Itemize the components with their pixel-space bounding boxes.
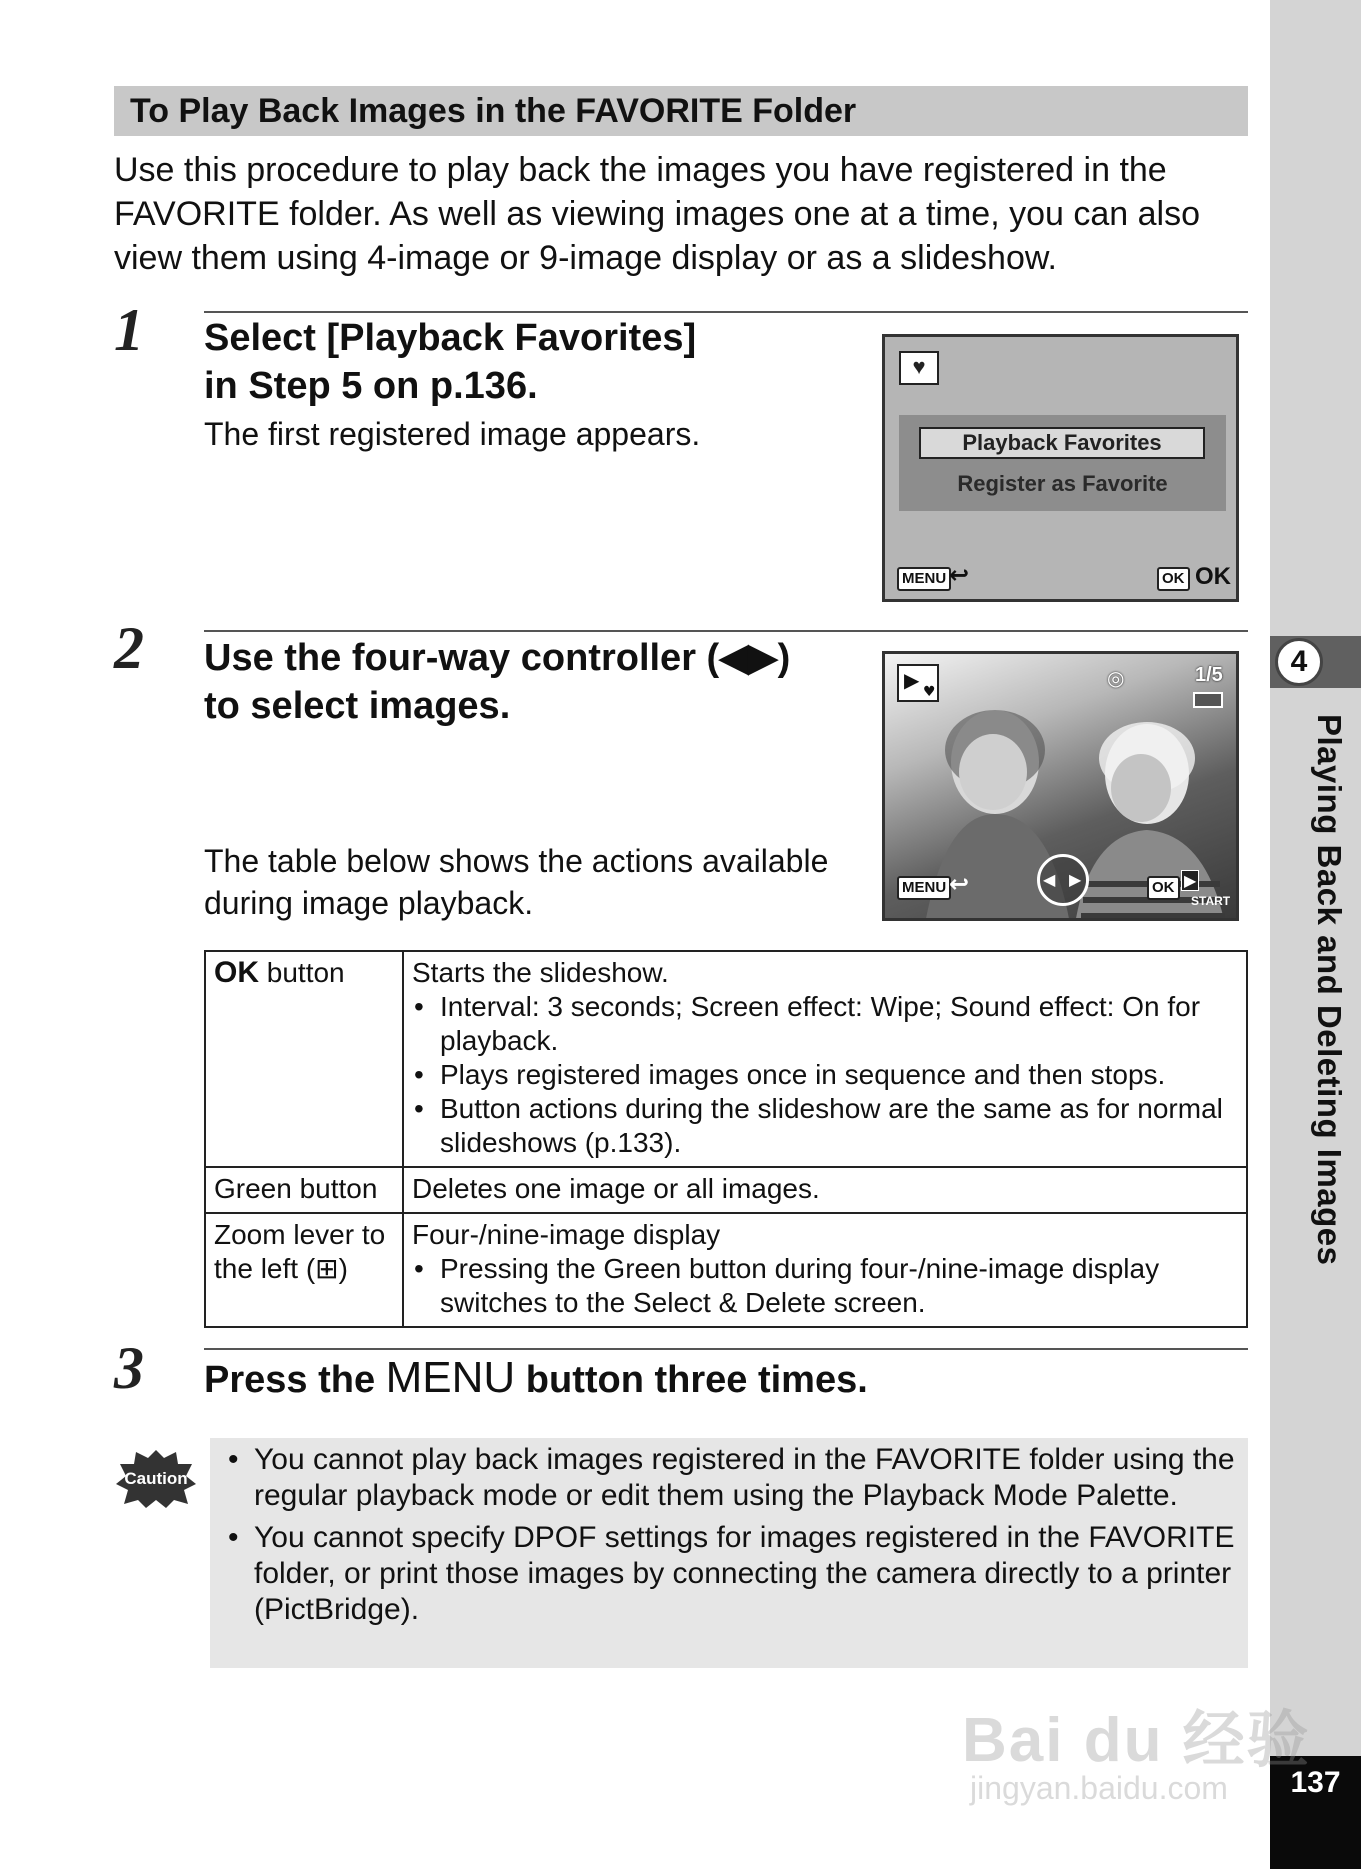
menu-key-label: MENU	[385, 1353, 516, 1402]
bullet-item: • Interval: 3 seconds; Screen effect: Wipe; Sound effect: On for playback.	[412, 990, 1238, 1058]
button-label: button	[259, 957, 345, 988]
menu-panel	[899, 415, 1226, 511]
chapter-title: Playing Back and Deleting Images	[1311, 714, 1348, 1266]
step-title-line: in Step 5 on p.136.	[204, 365, 538, 407]
table-row	[205, 1213, 1247, 1327]
table-cell-key	[205, 951, 403, 1167]
step-title-part: Press the	[204, 1359, 386, 1401]
table-row	[205, 951, 1247, 1167]
watermark-url: jingyan.baidu.com	[970, 1770, 1228, 1806]
caution-item: • You cannot play back images registered in the FAVORITE folder using the regular playback mode or edit them using the Playback Mode Palette.	[226, 1442, 1246, 1514]
heart-icon: ♥	[923, 684, 936, 700]
intro-paragraph: Use this procedure to play back the images you have registered in the FAVORITE folder. As well as viewing images one at a time, you can also view them using 4-image or 9-image display or as a slideshow.	[114, 151, 1200, 277]
step-text: The first registered image appears.	[204, 416, 701, 452]
battery-icon	[1193, 692, 1223, 708]
table-cell-key	[205, 1213, 403, 1327]
row-description: Starts the slideshow.	[412, 957, 669, 988]
camera-screen-playback	[882, 651, 1239, 921]
menu-item-playback-favorites: Playback Favorites	[919, 427, 1205, 459]
play-icon: ▶	[904, 668, 920, 692]
step-title-part: button three times.	[515, 1359, 868, 1401]
step-divider	[204, 311, 1248, 313]
slideshow-icon: ▶	[1181, 870, 1199, 891]
playback-mode-icon	[897, 664, 939, 702]
step-title	[204, 634, 790, 730]
camera-screen-favorites-menu	[882, 334, 1239, 602]
step-text-line: The table below shows the actions available	[204, 843, 829, 879]
caution-icon	[116, 1448, 196, 1508]
table-cell-key: Green button	[205, 1167, 403, 1213]
ok-key-icon: OK	[1157, 567, 1190, 591]
favorite-folder-icon: ♥	[899, 351, 939, 385]
ok-label: OK	[1195, 563, 1231, 590]
step-text	[204, 840, 828, 924]
chapter-number: 4	[1275, 638, 1323, 686]
right-arrow-icon: ▶	[1069, 870, 1082, 889]
back-arrow-icon: ↩	[949, 561, 970, 589]
table-cell-desc	[403, 1213, 1247, 1327]
ok-button-label: OK	[214, 956, 259, 989]
step-title-line: Use the four-way controller (◀▶)	[204, 637, 791, 679]
step-number: 2	[114, 615, 144, 681]
bullet-item: • Pressing the Green button during four-/nine-image display switches to the Select & Delete screen.	[412, 1252, 1238, 1320]
table-cell-desc: Deletes one image or all images.	[403, 1167, 1247, 1213]
step-title	[204, 314, 696, 410]
step-title	[204, 1354, 868, 1404]
menu-key-icon: MENU	[897, 876, 951, 900]
ok-key-icon: OK	[1147, 876, 1180, 900]
step-text-line: during image playback.	[204, 885, 534, 921]
step-title-line: Select [Playback Favorites]	[204, 317, 697, 359]
step-divider	[204, 1348, 1248, 1350]
table-row	[205, 1167, 1247, 1213]
caution-list	[226, 1442, 1246, 1634]
start-label: START	[1191, 894, 1231, 908]
watermark-logo: Bai du 经验	[962, 1706, 1311, 1775]
menu-key-icon: MENU	[897, 567, 951, 591]
menu-item-register-favorite: Register as Favorite	[957, 471, 1168, 496]
svg-text:Caution: Caution	[124, 1469, 188, 1488]
bullet-item: • Button actions during the slideshow are the same as for normal slideshows (p.133).	[412, 1092, 1238, 1160]
table-cell-desc	[403, 951, 1247, 1167]
step-number: 3	[114, 1335, 144, 1401]
section-heading: To Play Back Images in the FAVORITE Folder	[114, 86, 1248, 136]
protect-icon: ◎	[1107, 666, 1125, 690]
step-title-line: to select images.	[204, 685, 511, 727]
four-way-controller-icon	[1037, 854, 1089, 906]
image-counter: 1/5	[1195, 664, 1223, 686]
key-line: Zoom lever to	[214, 1219, 386, 1250]
caution-item: • You cannot specify DPOF settings for images registered in the FAVORITE folder, or print those images by connecting the camera directly to a printer (PictBridge).	[226, 1520, 1246, 1628]
bullet-item: • Plays registered images once in sequence and then stops.	[412, 1058, 1238, 1092]
key-line: the left (⊞)	[214, 1253, 348, 1284]
back-arrow-icon: ↩	[949, 870, 970, 898]
step-number: 1	[114, 297, 144, 363]
playback-actions-table	[204, 950, 1248, 1328]
left-arrow-icon: ◀	[1043, 870, 1056, 889]
row-description: Four-/nine-image display	[412, 1219, 721, 1250]
page-number: 137	[1290, 1766, 1341, 1799]
step-divider	[204, 630, 1248, 632]
